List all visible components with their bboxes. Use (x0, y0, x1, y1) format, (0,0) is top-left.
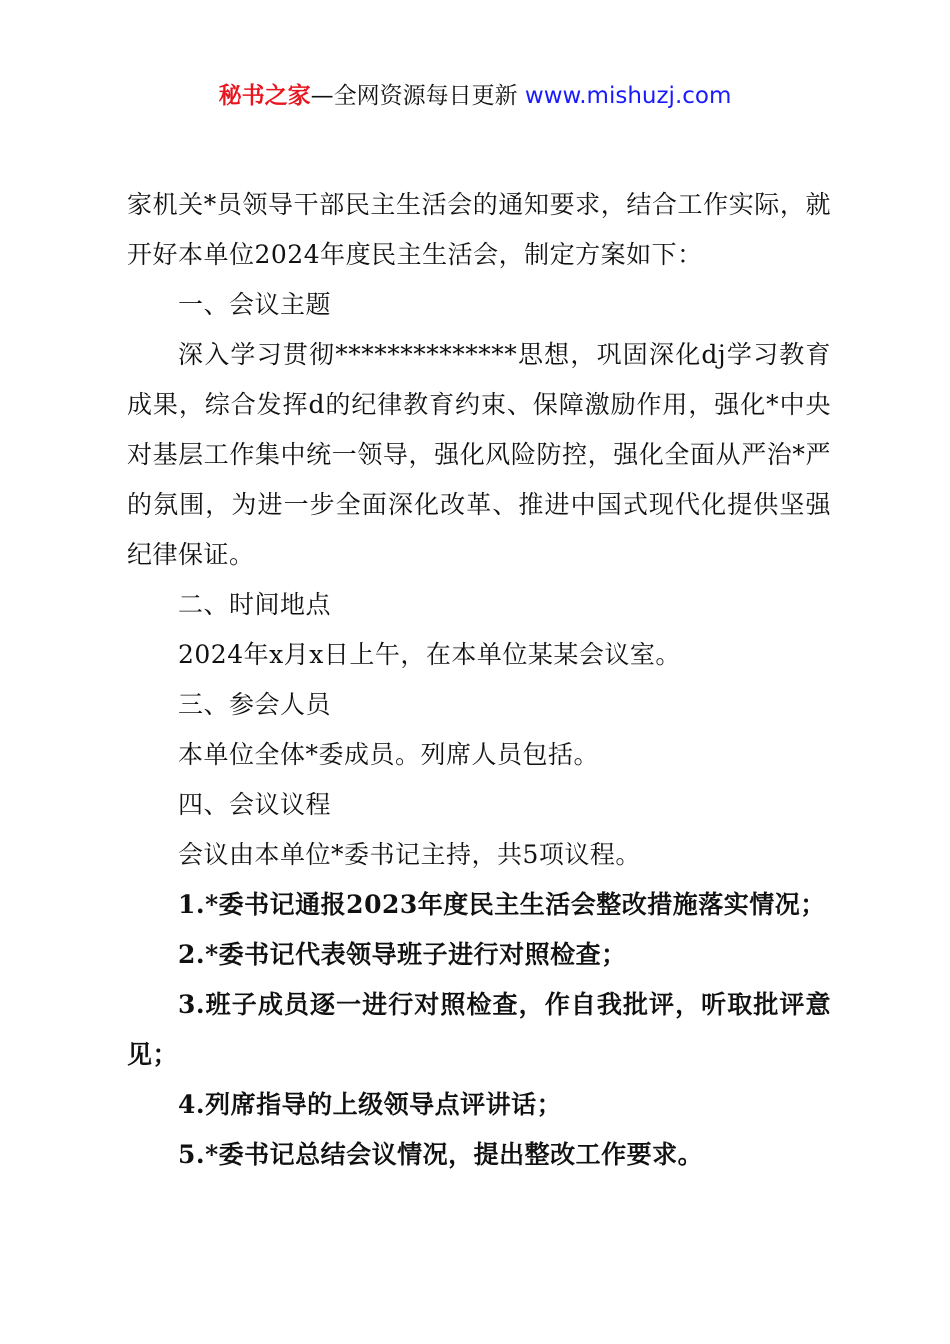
site-brand: 秘书之家 (218, 83, 311, 109)
document-body (127, 180, 831, 1180)
agenda-item: 1.*委书记通报2023年度民主生活会整改措施落实情况； (178, 890, 826, 919)
site-url-link[interactable]: www.mishuzj.com (524, 83, 732, 109)
site-slogan: —全网资源每日更新 (310, 83, 518, 109)
section-heading-attendees: 三、参会人员 (178, 690, 332, 719)
intro-paragraph: 家机关*员领导干部民主生活会的通知要求，结合工作实际，就开好本单位2024年度民主生活会，制定方案如下： (127, 190, 831, 269)
time-place-paragraph: 2024年x月x日上午，在本单位某某会议室。 (178, 640, 681, 669)
agenda-item: 4.列席指导的上级领导点评讲话； (178, 1090, 563, 1119)
agenda-intro-paragraph: 会议由本单位*委书记主持，共5项议程。 (178, 840, 641, 869)
section-heading-time-place: 二、时间地点 (178, 590, 332, 619)
page-header (0, 78, 950, 114)
agenda-item: 3.班子成员逐一进行对照检查，作自我批评，听取批评意见； (127, 990, 831, 1069)
section-heading-agenda: 四、会议议程 (178, 790, 332, 819)
attendees-paragraph: 本单位全体*委成员。列席人员包括。 (178, 740, 600, 769)
theme-paragraph: 深入学习贯彻**************思想，巩固深化dj学习教育成果，综合发挥d的纪律教育约束、保障激励作用，强化*中央对基层工作集中统一领导，强化风险防控，强化全面从严治*严的氛围，为进一步全面深化改革、推进中国式现代化提供坚强纪律保证。 (127, 340, 831, 569)
agenda-item: 2.*委书记代表领导班子进行对照检查； (178, 940, 627, 969)
section-heading-theme: 一、会议主题 (178, 290, 332, 319)
agenda-item: 5.*委书记总结会议情况，提出整改工作要求。 (178, 1140, 704, 1169)
